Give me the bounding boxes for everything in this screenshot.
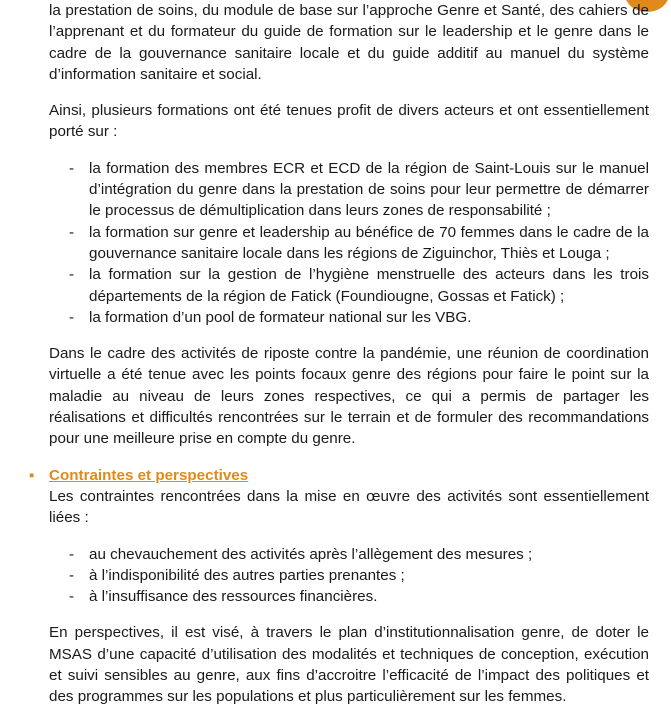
section-title: Contraintes et perspectives [49, 466, 249, 484]
list-item-text: à l’insuffisance des ressources financières. [89, 588, 378, 606]
paragraph-pandemie: Dans le cadre des activités de riposte contre la pandémie, une réunion de coordination virtuelle a été tenue avec les points focaux genre des régions pour faire le point sur la maladie au niveau de leurs zones respectives, ce qui a permis de partager les réalisations et difficultés rencontrées sur le terrain et de formuler des recommandations pour une meilleure prise en compte du genre. [49, 345, 649, 448]
paragraph-perspectives: En perspectives, il est visé, à travers le plan d’institutionnalisation genre, de doter le MSAS d’une capacité d’utilisation des modalités et techniques de conception, exécution et suivi sensibles au genre, aux fins d’accroitre l’efficacité de l’impact des politiques et des programmes sur les populations et plus particulièrement sur les femmes. [49, 624, 649, 706]
paragraph-intro: la prestation de soins, du module de base sur l’approche Genre et Santé, des cahiers de l’apprenant et du formateur du guide de formation sur le leadership et le genre dans le cadre de la gouvernance sanitaire locale et du guide additif au manuel du système d’information sanitaire et social. [49, 2, 649, 83]
list-dash: - [69, 588, 75, 606]
list-dash: - [69, 266, 75, 284]
list-dash: - [69, 566, 75, 584]
list-dash: - [69, 545, 75, 563]
document-page [29, 0, 649, 708]
list-dash: - [69, 308, 75, 326]
list-item [49, 222, 649, 265]
list-dash: - [69, 223, 75, 241]
list-item-text: la formation sur genre et leadership au bénéfice de 70 femmes dans le cadre de la gouvernance sanitaire locale dans les régions de Ziguinchor, Thiès et Louga ; [89, 223, 649, 262]
list-item-text: à l’indisponibilité des autres parties prenantes ; [89, 566, 405, 584]
list-item [49, 158, 649, 222]
section-heading [29, 465, 649, 486]
paragraph-formations-intro: Ainsi, plusieurs formations ont été tenues profit de divers acteurs et ont essentiellement porté sur : [49, 102, 649, 141]
section-bullet-icon: ▪ [29, 466, 35, 484]
list-item-text: la formation sur la gestion de l’hygiène menstruelle des acteurs dans les trois départements de la région de Fatick (Foundiougne, Gossas et Fatick) ; [89, 266, 649, 305]
list-item [49, 565, 649, 586]
formations-list [49, 158, 649, 328]
list-dash: - [69, 159, 75, 177]
contraintes-list [49, 544, 649, 608]
paragraph-contraintes-intro: Les contraintes rencontrées dans la mise en œuvre des activités sont essentiellement liées : [49, 487, 649, 527]
list-item [49, 264, 649, 307]
list-item-text: la formation des membres ECR et ECD de la région de Saint-Louis sur le manuel d’intégration du genre dans la prestation de soins pour leur permettre de démarrer le processus de démultiplication dans leurs zones de responsabilité ; [89, 159, 649, 220]
list-item-text: la formation d’un pool de formateur national sur les VBG. [89, 308, 472, 326]
list-item [49, 544, 649, 565]
list-item-text: au chevauchement des activités après l’allègement des mesures ; [89, 545, 533, 563]
list-item [49, 586, 649, 607]
list-item [49, 307, 649, 328]
